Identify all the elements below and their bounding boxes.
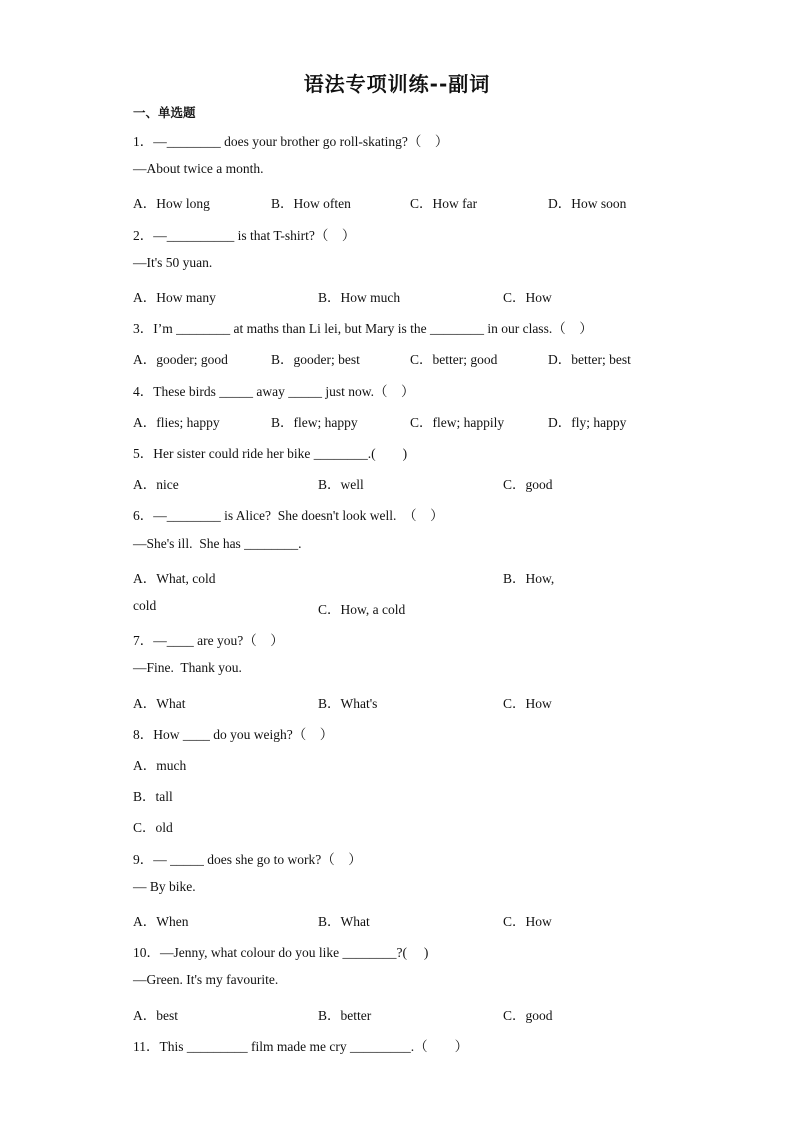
q5-option-b: B．well [318, 477, 364, 492]
q1-option-c: C．How far [410, 196, 478, 211]
q2-option-a: A．How many [133, 290, 216, 305]
q4-option-d: D．fly; happy [548, 415, 627, 430]
q5-option-a: A．nice [133, 477, 179, 492]
question-10-stem: 10．—Jenny, what colour do you like ________?( ) [133, 945, 429, 960]
q3-option-a: A．gooder; good [133, 352, 228, 367]
question-2-stem: 2．—__________ is that T-shirt?（ ） [133, 228, 356, 243]
q3-option-b: B．gooder; best [271, 352, 360, 367]
q6-option-a: A．What, cold [133, 571, 216, 586]
question-1-stem: 1．—________ does your brother go roll-skating?（ ） [133, 134, 449, 149]
q7-option-b: B．What's [318, 696, 378, 711]
q1-option-a: A．How long [133, 196, 210, 211]
question-1-reply: —About twice a month. [133, 161, 264, 176]
question-7-reply: —Fine. Thank you. [133, 660, 242, 675]
question-2-reply: —It's 50 yuan. [133, 255, 213, 270]
q8-option-c: C．old [133, 820, 173, 835]
question-6-stem: 6．—________ is Alice? She doesn't look well. （ ） [133, 508, 444, 523]
q4-option-a: A．flies; happy [133, 415, 220, 430]
q3-option-c: C．better; good [410, 352, 498, 367]
question-4-stem: 4．These birds _____ away _____ just now.（ ） [133, 384, 415, 399]
q7-option-a: A．What [133, 696, 186, 711]
q10-option-b: B．better [318, 1008, 372, 1023]
q10-option-a: A．best [133, 1008, 178, 1023]
q2-option-c: C．How [503, 290, 552, 305]
q9-option-a: A．When [133, 914, 189, 929]
question-10-reply: —Green. It's my favourite. [133, 972, 279, 987]
question-8-stem: 8．How ____ do you weigh?（ ） [133, 727, 334, 742]
q9-option-b: B．What [318, 914, 370, 929]
q2-option-b: B．How much [318, 290, 401, 305]
question-11-stem: 11．This _________ film made me cry _________.（ ） [133, 1039, 469, 1054]
q8-option-b: B．tall [133, 789, 173, 804]
q10-option-c: C．good [503, 1008, 553, 1023]
section-heading: 一、单选题 [133, 105, 196, 120]
q4-option-c: C．flew; happily [410, 415, 505, 430]
q6-option-b-continued: cold [133, 598, 157, 613]
q7-option-c: C．How [503, 696, 552, 711]
question-3-stem: 3．I’m ________ at maths than Li lei, but Mary is the ________ in our class.（ ） [133, 321, 593, 336]
question-7-stem: 7．—____ are you?（ ） [133, 633, 284, 648]
q4-option-b: B．flew; happy [271, 415, 358, 430]
q9-option-c: C．How [503, 914, 552, 929]
question-9-reply: — By bike. [133, 879, 196, 894]
page-title: 语法专项训练--副词 [303, 72, 491, 96]
question-6-reply: —She's ill. She has ________. [133, 536, 302, 551]
question-5-stem: 5．Her sister could ride her bike ________.( ) [133, 446, 408, 461]
q1-option-d: D．How soon [548, 196, 627, 211]
q5-option-c: C．good [503, 477, 553, 492]
q1-option-b: B．How often [271, 196, 351, 211]
question-9-stem: 9．— _____ does she go to work?（ ） [133, 852, 362, 867]
q6-option-b: B．How, [503, 571, 555, 586]
q8-option-a: A．much [133, 758, 187, 773]
q6-option-c: C．How, a cold [318, 602, 406, 617]
q3-option-d: D．better; best [548, 352, 631, 367]
